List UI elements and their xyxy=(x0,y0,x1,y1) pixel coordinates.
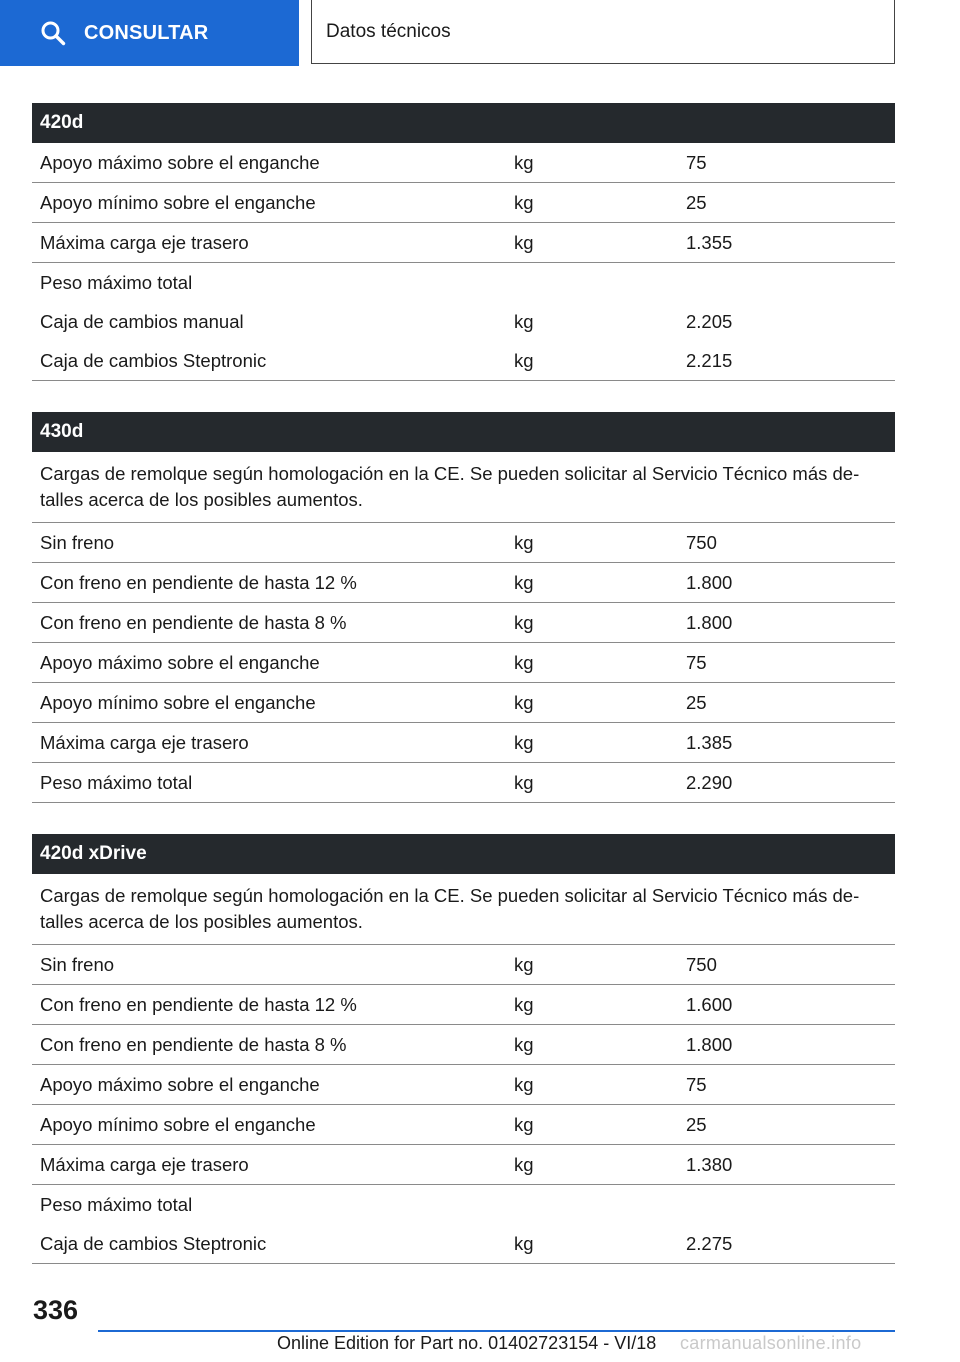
table-row xyxy=(32,183,895,223)
row-value: 1.385 xyxy=(686,731,733,753)
row-unit: kg xyxy=(514,151,534,173)
row-value: 750 xyxy=(686,531,717,553)
row-label: Apoyo mínimo sobre el enganche xyxy=(40,691,316,713)
row-label: Apoyo máximo sobre el enganche xyxy=(40,651,320,673)
table-row xyxy=(32,341,895,381)
row-label: Apoyo máximo sobre el enganche xyxy=(40,1073,320,1095)
row-label: Caja de cambios manual xyxy=(40,310,244,332)
row-label: Apoyo mínimo sobre el enganche xyxy=(40,1113,316,1135)
section-note: Cargas de remolque según homologación en la CE. Se pueden solicitar al Servicio Técnico más de-talles acerca de los posibles aumentos. xyxy=(32,452,895,523)
edition-text: Online Edition for Part no. 01402723154 - VI/18 xyxy=(277,1333,657,1353)
table-row xyxy=(32,985,895,1025)
row-value: 2.275 xyxy=(686,1232,733,1254)
row-unit: kg xyxy=(514,771,534,793)
row-label: Con freno en pendiente de hasta 8 % xyxy=(40,1033,347,1055)
table-row xyxy=(32,1025,895,1065)
section-title: 420d xyxy=(32,103,895,143)
row-unit: kg xyxy=(514,1033,534,1055)
row-value: 75 xyxy=(686,151,707,173)
page-number: 336 xyxy=(33,1295,79,1325)
table-row xyxy=(32,523,895,563)
row-unit: kg xyxy=(514,1232,534,1254)
table-row xyxy=(32,1065,895,1105)
row-value: 75 xyxy=(686,1073,707,1095)
footer-divider xyxy=(98,1330,895,1332)
row-label: Máxima carga eje trasero xyxy=(40,731,249,753)
row-value: 1.600 xyxy=(686,993,733,1015)
table-row xyxy=(32,945,895,985)
technical-data-content xyxy=(32,103,895,1295)
group-label: Peso máximo total xyxy=(40,271,193,293)
row-label: Caja de cambios Steptronic xyxy=(40,1232,267,1254)
row-unit: kg xyxy=(514,349,534,371)
consultar-label: CONSULTAR xyxy=(84,21,209,44)
row-unit: kg xyxy=(514,1113,534,1135)
row-value: 75 xyxy=(686,651,707,673)
row-label: Apoyo mínimo sobre el enganche xyxy=(40,191,316,213)
row-unit: kg xyxy=(514,231,534,253)
table-row xyxy=(32,763,895,803)
row-label: Con freno en pendiente de hasta 8 % xyxy=(40,611,347,633)
search-icon xyxy=(40,20,66,46)
row-value: 25 xyxy=(686,191,707,213)
section-title: 430d xyxy=(32,412,895,452)
row-value: 1.355 xyxy=(686,231,733,253)
row-label: Sin freno xyxy=(40,953,115,975)
section-420d-xdrive xyxy=(32,834,895,1264)
table-row xyxy=(32,683,895,723)
row-unit: kg xyxy=(514,993,534,1015)
page-section-title: Datos técnicos xyxy=(311,0,895,64)
table-row xyxy=(32,223,895,263)
row-unit: kg xyxy=(514,310,534,332)
table-row xyxy=(32,143,895,183)
row-value: 1.380 xyxy=(686,1153,733,1175)
row-label: Máxima carga eje trasero xyxy=(40,1153,249,1175)
watermark: carmanualsonline.info xyxy=(680,1333,862,1353)
row-label: Con freno en pendiente de hasta 12 % xyxy=(40,571,357,593)
row-unit: kg xyxy=(514,611,534,633)
row-value: 1.800 xyxy=(686,1033,733,1055)
section-note: Cargas de remolque según homologación en la CE. Se pueden solicitar al Servicio Técnico más de-talles acerca de los posibles aumentos. xyxy=(32,874,895,945)
consultar-button[interactable] xyxy=(0,0,299,66)
row-label: Sin freno xyxy=(40,531,115,553)
table-row xyxy=(32,643,895,683)
row-label: Caja de cambios Steptronic xyxy=(40,349,267,371)
row-unit: kg xyxy=(514,953,534,975)
row-value: 2.215 xyxy=(686,349,733,371)
group-heading-row xyxy=(32,1185,895,1224)
section-title: 420d xDrive xyxy=(32,834,895,874)
row-value: 25 xyxy=(686,1113,707,1135)
row-unit: kg xyxy=(514,571,534,593)
row-value: 2.290 xyxy=(686,771,733,793)
row-label: Apoyo máximo sobre el enganche xyxy=(40,151,320,173)
row-unit: kg xyxy=(514,691,534,713)
row-unit: kg xyxy=(514,531,534,553)
row-value: 25 xyxy=(686,691,707,713)
row-value: 1.800 xyxy=(686,611,733,633)
row-unit: kg xyxy=(514,1073,534,1095)
table-row xyxy=(32,603,895,643)
row-value: 2.205 xyxy=(686,310,733,332)
table-row xyxy=(32,723,895,763)
row-unit: kg xyxy=(514,731,534,753)
group-heading-row xyxy=(32,263,895,302)
row-label: Peso máximo total xyxy=(40,771,193,793)
group-label: Peso máximo total xyxy=(40,1193,193,1215)
row-unit: kg xyxy=(514,1153,534,1175)
row-unit: kg xyxy=(514,191,534,213)
table-row xyxy=(32,563,895,603)
table-row xyxy=(32,1145,895,1185)
row-label: Máxima carga eje trasero xyxy=(40,231,249,253)
header xyxy=(0,0,960,66)
row-value: 1.800 xyxy=(686,571,733,593)
table-row xyxy=(32,1105,895,1145)
row-label: Con freno en pendiente de hasta 12 % xyxy=(40,993,357,1015)
row-unit: kg xyxy=(514,651,534,673)
section-430d xyxy=(32,412,895,803)
table-row xyxy=(32,302,895,341)
table-row xyxy=(32,1224,895,1264)
row-value: 750 xyxy=(686,953,717,975)
section-420d xyxy=(32,103,895,381)
